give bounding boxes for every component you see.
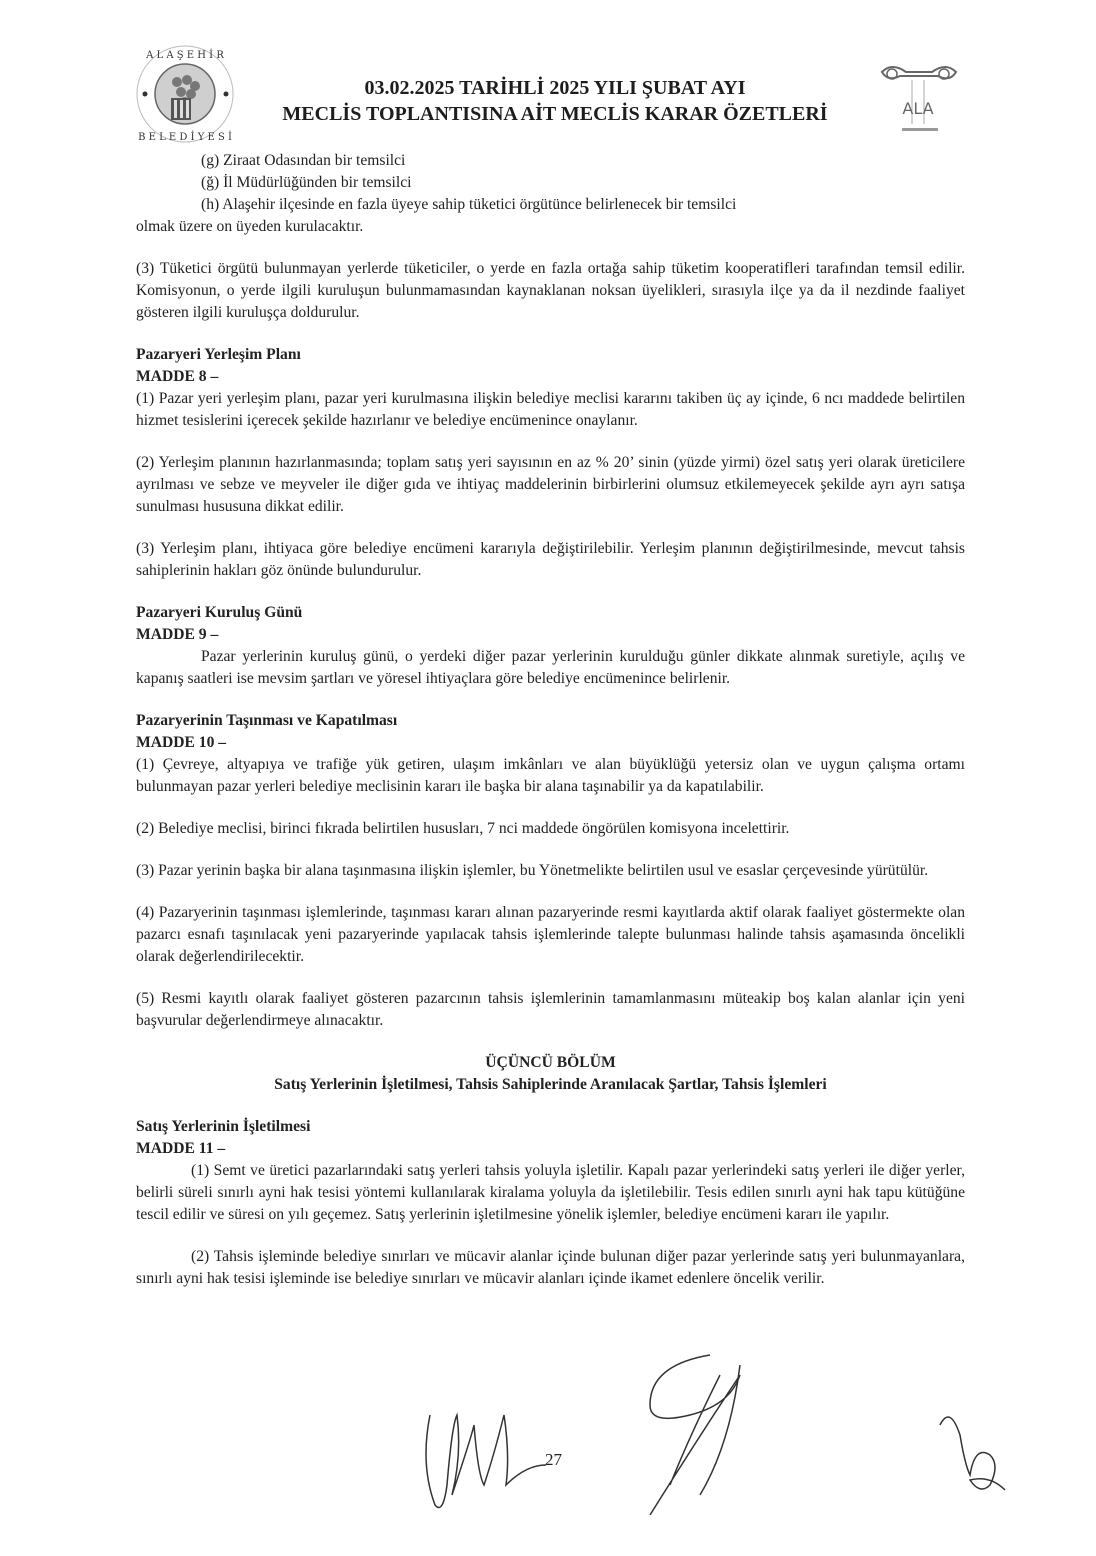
list-item-g: (g) Ziraat Odasından bir temsilci bbox=[201, 152, 406, 169]
list-item-h-continued: olmak üzere on üyeden kurulacaktır. bbox=[136, 218, 364, 235]
list-item-h: (h) Alaşehir ilçesinde en fazla üyeye sahip tüketici örgütünce belirlenecek bir temsilci bbox=[201, 196, 737, 213]
page-number: 27 bbox=[545, 1450, 562, 1469]
madde-8-paragraph-2: (2) Yerleşim planının hazırlanmasında; toplam satış yeri sayısının en az % 20’ sinin (yüzde yirmi) özel satış yeri olarak üreticilere ayrılması ve sebze ve meyveler ile diğer gıda ve ihtiyaç maddelerinin birbirlerini olumsuz etkilemeyecek şekilde ayrı ayrı satışa sunulması hususuna dikkat edilir. bbox=[136, 454, 965, 515]
signature-2 bbox=[620, 1345, 770, 1515]
madde-9-paragraph-1: Pazar yerlerinin kuruluş günü, o yerdeki diğer pazar yerlerinin kurulduğu günler dikkate alınmak suretiyle, açılış ve kapanış saatleri ise mevsim şartları ve yöresel ihtiyaçlara göre belediye encümenince belirlenir. bbox=[136, 648, 965, 687]
madde-11-title: Satış Yerlerinin İşletilmesi bbox=[136, 1118, 311, 1135]
list-item-gg: (ğ) İl Müdürlüğünden bir temsilci bbox=[201, 174, 412, 191]
madde-8-paragraph-3: (3) Yerleşim planı, ihtiyaca göre belediye encümeni kararıyla değiştirilebilir. Yerleşim planının değiştirilmesinde, mevcut tahsis sahiplerinin hakları göz önünde bulundurulur. bbox=[136, 540, 965, 579]
title-line-2: MECLİS TOPLANTISINA AİT MECLİS KARAR ÖZETLERİ bbox=[282, 103, 828, 125]
madde-8-title: Pazaryeri Yerleşim Planı bbox=[136, 346, 301, 363]
madde-9-label: MADDE 9 – bbox=[136, 626, 219, 643]
svg-text:ALA: ALA bbox=[902, 99, 934, 118]
section-subtitle: Satış Yerlerinin İşletilmesi, Tahsis Sahiplerinde Aranılacak Şartlar, Tahsis İşlemleri bbox=[274, 1076, 827, 1093]
madde-10-paragraph-5: (5) Resmi kayıtlı olarak faaliyet gösteren pazarcının tahsis işlemlerinin tamamlanmasını müteakip boş kalan alanlar için yeni başvurular değerlendirmeye alınacaktır. bbox=[136, 990, 965, 1029]
paragraph-3: (3) Tüketici örgütü bulunmayan yerlerde tüketiciler, o yerde en fazla ortağa sahip tüketim kooperatifleri tarafından temsil edilir. Komisyonun, o yerde ilgili kuruluşun bulunmamasından kaynaklanan noksan üyelikleri, sırasıyla ilçe ya da il nezdinde faaliyet gösteren ilgili kuruluşça doldurulur. bbox=[136, 260, 965, 321]
ala-column-logo bbox=[872, 64, 964, 136]
madde-11-label: MADDE 11 – bbox=[136, 1140, 226, 1157]
madde-10-paragraph-4: (4) Pazaryerinin taşınması işlemlerinde, taşınması kararı alınan pazaryerinde resmi kayıtlarda aktif olarak faaliyet göstermekte olan pazarcı esnafı taşınılacak yeni pazaryerinde yapılacak tahsis işlemlerinde talepte bulunması halinde tahsis aşamasında öncelikli olarak değerlendirilecektir. bbox=[136, 904, 965, 965]
svg-text:A L A Ş E H İ R: A L A Ş E H İ R bbox=[146, 50, 224, 61]
madde-10-paragraph-3: (3) Pazar yerinin başka bir alana taşınmasına ilişkin işlemler, bu Yönetmelikte belirtilen usul ve esaslar çerçevesinde yürütülür. bbox=[136, 862, 929, 879]
madde-9-title: Pazaryeri Kuruluş Günü bbox=[136, 604, 303, 621]
madde-10-label: MADDE 10 – bbox=[136, 734, 227, 751]
madde-10-paragraph-2: (2) Belediye meclisi, birinci fıkrada belirtilen hususları, 7 nci maddede öngörülen komisyona incelettirir. bbox=[136, 820, 790, 837]
madde-11-paragraph-1: (1) Semt ve üretici pazarlarındaki satış yerleri tahsis yoluyla işletilir. Kapalı pazar yerlerindeki satış yerleri ile diğer yerler, belirli süreli sınırlı ayni hak tesisi yöntemi kullanılarak kiralama yoluyla da işletilebilir. Tesis edilen sınırlı ayni hak tapu kütüğüne tescil edilir ve süresi on yılı geçemez. Satış yerlerinin işletilmesine yönelik işlemler, belediye encümeni kararı ile yapılır. bbox=[136, 1162, 965, 1223]
madde-8-paragraph-1: (1) Pazar yeri yerleşim planı, pazar yeri kurulmasına ilişkin belediye meclisi kararını takiben üç ay içinde, 6 ncı maddede belirtilen hizmet tesislerini içerecek şekilde hazırlanır ve belediye encümenince onaylanır. bbox=[136, 390, 965, 429]
madde-8-label: MADDE 8 – bbox=[136, 368, 219, 385]
section-title: ÜÇÜNCÜ BÖLÜM bbox=[485, 1054, 616, 1071]
document-body bbox=[136, 150, 965, 1290]
signature-3 bbox=[930, 1405, 1010, 1495]
madde-11-paragraph-2: (2) Tahsis işleminde belediye sınırları ve mücavir alanlar içinde bulunan diğer pazar yerlerinde satış yeri bulunmayanlara, sınırlı ayni hak tesisi işleminde ise belediye sınırları ve mücavir alanları içinde ikamet edenlere öncelik verilir. bbox=[136, 1248, 965, 1287]
municipality-seal-logo bbox=[133, 42, 238, 147]
title-line-1: 03.02.2025 TARİHLİ 2025 YILI ŞUBAT AYI bbox=[364, 77, 746, 99]
svg-text:B E L E D İ Y E S İ: B E L E D İ Y E S İ bbox=[138, 132, 232, 143]
madde-10-paragraph-1: (1) Çevreye, altyapıya ve trafiğe yük getiren, ulaşım imkânları ve alan büyüklüğü yetersiz olan ve uygun çalışma ortamı bulunmayan pazar yerleri belediye meclisinin kararı ile başka bir alana taşınabilir ya da kapatılabilir. bbox=[136, 756, 965, 795]
document-title bbox=[270, 75, 840, 127]
madde-10-title: Pazaryerinin Taşınması ve Kapatılması bbox=[136, 712, 398, 729]
